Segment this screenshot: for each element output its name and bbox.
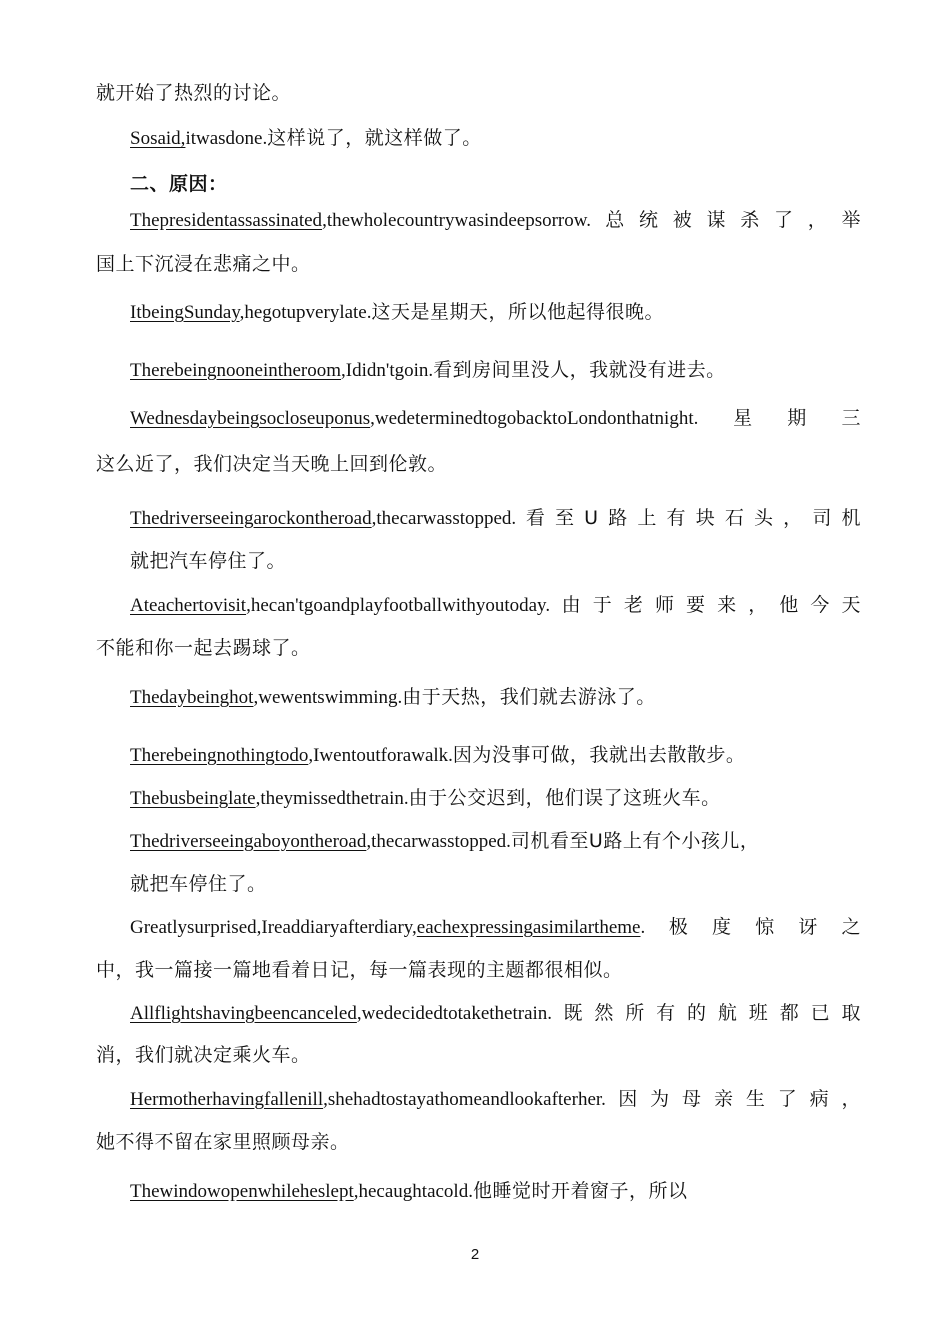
- example-sentence: [130, 211, 861, 230]
- underlined-phrase: Ateachertovisit: [130, 595, 247, 616]
- text-line: 中，我一篇接一篇地看着日记，每一篇表现的主题都很相似。: [96, 959, 623, 981]
- underlined-phrase: ItbeingSunday: [130, 302, 240, 323]
- english-text: Greatlysurprised,Ireaddiaryafterdiary,: [130, 917, 417, 938]
- page-number: 2: [470, 1246, 480, 1263]
- chinese-translation: 因为母亲生了病，: [605, 1088, 861, 1110]
- text-line: 这么近了，我们决定当天晚上回到伦敦。: [96, 453, 448, 475]
- text-line: 她不得不留在家里照顾母亲。: [96, 1131, 350, 1153]
- example-sentence: [130, 1090, 861, 1109]
- chinese-translation: 既然所有的航班都已取: [552, 1002, 861, 1024]
- english-text: .: [640, 917, 646, 938]
- example-sentence: [130, 789, 721, 808]
- english-text: ,hecan'tgoandplayfootballwithyoutoday.: [246, 595, 551, 616]
- text-line: 就把车停住了。: [130, 873, 267, 895]
- example-sentence: [130, 596, 861, 615]
- text-line: 就把汽车停住了。: [130, 550, 287, 572]
- example-sentence: [130, 409, 861, 428]
- english-text: ,Ididn'tgoin.: [341, 360, 434, 381]
- underlined-phrase: Thebusbeinglate: [130, 788, 256, 809]
- chinese-translation: 极度惊讶之: [645, 916, 861, 938]
- example-sentence: [130, 1182, 687, 1201]
- underlined-phrase: Sosaid,: [130, 128, 186, 149]
- english-text: ,hegotupverylate.: [239, 302, 372, 323]
- chinese-translation: 总统被谋杀了，举: [590, 209, 861, 231]
- english-text: ,Iwentoutforawalk.: [308, 745, 453, 766]
- chinese-translation: 星期三: [698, 407, 861, 429]
- chinese-translation: 由于老师要来，他今天: [550, 594, 861, 616]
- example-sentence: [130, 509, 861, 528]
- underlined-phrase: Thedaybeinghot: [130, 687, 254, 708]
- chinese-translation: 他睡觉时开着窗子，所以: [472, 1180, 688, 1202]
- underlined-phrase: Hermotherhavingfallenill: [130, 1089, 324, 1110]
- example-sentence: [130, 361, 726, 380]
- underlined-phrase: eachexpressingasimilartheme: [416, 917, 641, 938]
- chinese-translation: 由于天热，我们就去游泳了。: [402, 686, 656, 708]
- example-sentence: [130, 918, 861, 937]
- underlined-phrase: Thedriverseeingarockontheroad: [130, 508, 372, 529]
- english-text: ,shehadtostayathomeandlookafterher.: [323, 1089, 606, 1110]
- chinese-translation: 看至U路上有块石头，司机: [516, 507, 861, 529]
- english-text: ,wedeterminedtogobacktoLondonthatnight.: [370, 408, 699, 429]
- english-text: ,thewholecountrywasindeepsorrow.: [322, 210, 591, 231]
- underlined-phrase: Thewindowopenwhileheslept: [130, 1181, 354, 1202]
- english-text: itwasdone.: [185, 128, 268, 149]
- english-text: ,wedecidedtotakethetrain.: [356, 1003, 553, 1024]
- example-sentence: [130, 832, 759, 851]
- example-sentence: [130, 1004, 861, 1023]
- english-text: ,wewentswimming.: [253, 687, 403, 708]
- underlined-phrase: Thepresidentassassinated: [130, 210, 323, 231]
- underlined-phrase: Allflightshavingbeencanceled: [130, 1003, 357, 1024]
- text-line: 不能和你一起去踢球了。: [96, 637, 311, 659]
- text-line: 国上下沉浸在悲痛之中。: [96, 253, 311, 275]
- english-text: ,thecarwasstopped.: [371, 508, 517, 529]
- text-line: 消，我们就决定乘火车。: [96, 1044, 311, 1066]
- section-heading: 二、原因：: [130, 173, 228, 195]
- example-sentence: [130, 746, 745, 765]
- example-sentence: [130, 688, 656, 707]
- chinese-translation: 因为没事可做，我就出去散散步。: [452, 744, 746, 766]
- english-text: ,thecarwasstopped.: [366, 831, 511, 852]
- chinese-translation: 司机看至U路上有个小孩儿，: [510, 830, 760, 852]
- example-sentence: [130, 129, 482, 148]
- chinese-translation: 这样说了，就这样做了。: [267, 127, 482, 149]
- chinese-translation: 由于公交迟到，他们误了这班火车。: [408, 787, 721, 809]
- english-text: ,theymissedthetrain.: [255, 788, 409, 809]
- underlined-phrase: Thedriverseeingaboyontheroad: [130, 831, 367, 852]
- text-line: 就开始了热烈的讨论。: [96, 82, 292, 104]
- chinese-translation: 看到房间里没人，我就没有进去。: [433, 359, 726, 381]
- example-sentence: [130, 303, 664, 322]
- english-text: ,hecaughtacold.: [353, 1181, 473, 1202]
- underlined-phrase: Wednesdaybeingsocloseuponus: [130, 408, 371, 429]
- chinese-translation: 这天是星期天，所以他起得很晚。: [371, 301, 665, 323]
- underlined-phrase: Therebeingnooneintheroom: [130, 360, 342, 381]
- underlined-phrase: Therebeingnothingtodo: [130, 745, 309, 766]
